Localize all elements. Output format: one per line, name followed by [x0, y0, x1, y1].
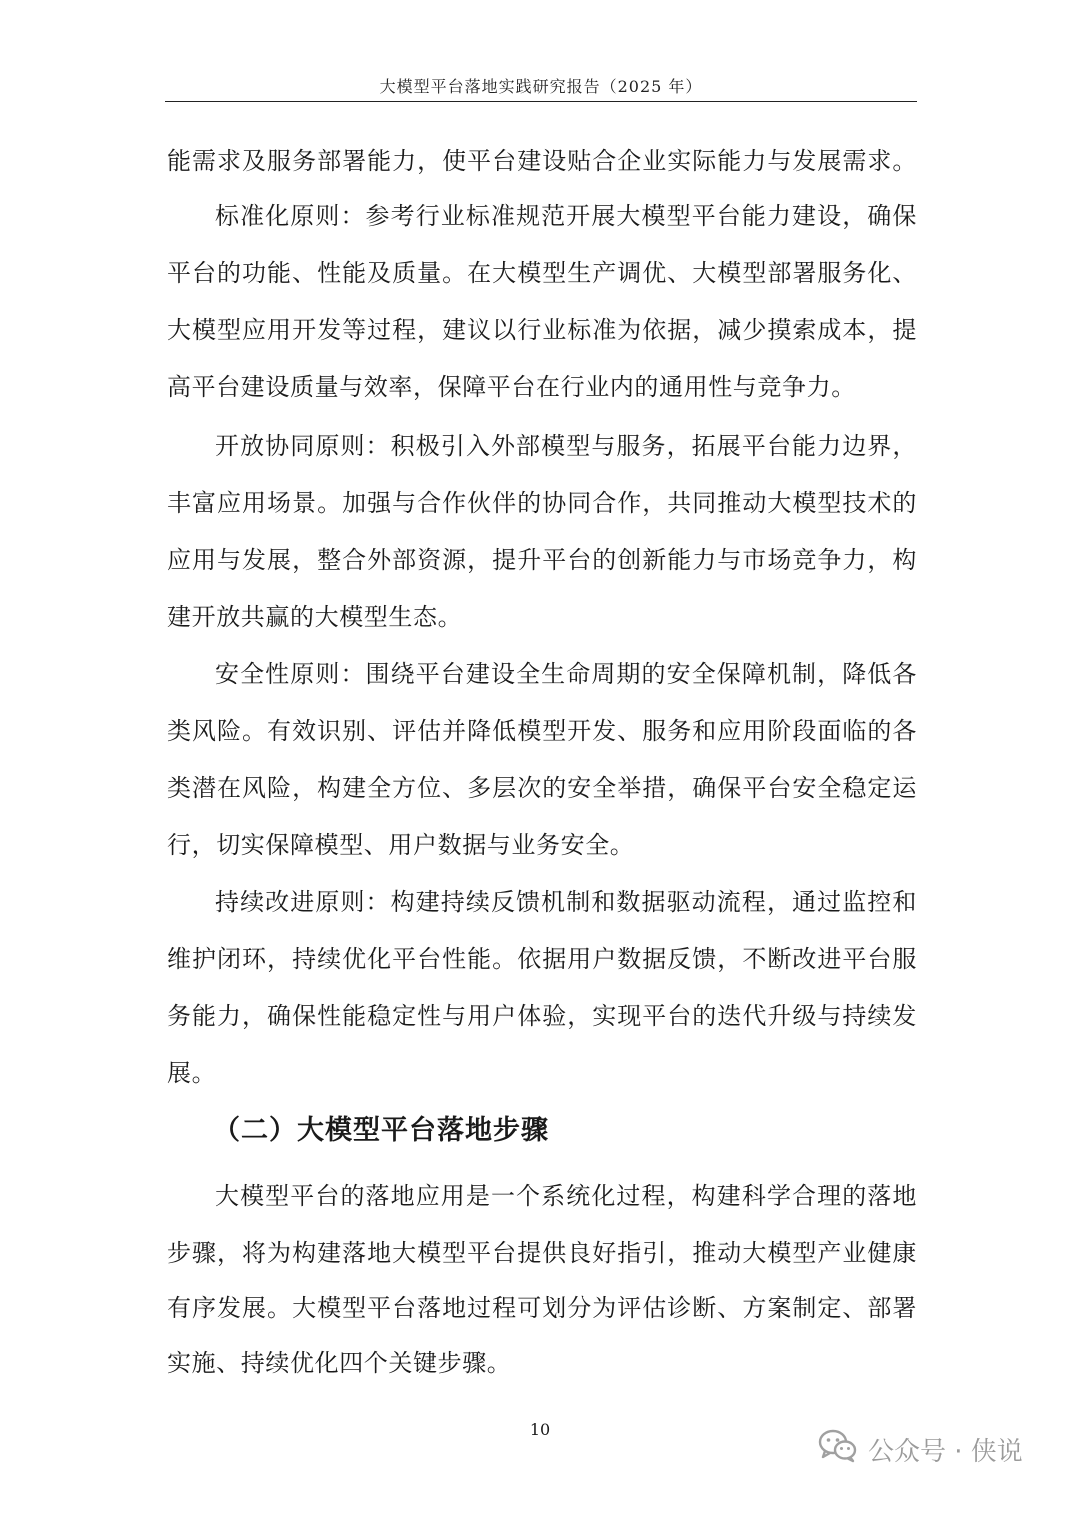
section-heading: （二）大模型平台落地步骤	[213, 1115, 549, 1146]
body-line: 大模型平台的落地应用是一个系统化过程，构建科学合理的落地	[215, 1182, 917, 1210]
body-line: 步骤，将为构建落地大模型平台提供良好指引，推动大模型产业健康	[167, 1239, 917, 1267]
page-number: 10	[529, 1420, 551, 1439]
principle-title: 持续改进原则	[215, 888, 366, 916]
principle-first-line	[215, 430, 917, 462]
body-line: 维护闭环，持续优化平台性能。依据用户数据反馈，不断改进平台服	[167, 945, 917, 973]
body-line: 高平台建设质量与效率，保障平台在行业内的通用性与竞争力。	[167, 373, 856, 401]
body-line: 实施、持续优化四个关键步骤。	[167, 1349, 512, 1377]
principle-first-line	[215, 200, 917, 232]
principle-text: ：积极引入外部模型与服务，拓展平台能力边界，	[365, 432, 917, 460]
principle-title: 安全性原则	[215, 660, 341, 688]
header-rule	[165, 101, 917, 102]
wechat-icon	[818, 1429, 858, 1470]
body-line: 能需求及服务部署能力，使平台建设贴合企业实际能力与发展需求。	[167, 147, 917, 175]
principle-text: ：围绕平台建设全生命周期的安全保障机制，降低各	[340, 660, 917, 688]
running-header: 大模型平台落地实践研究报告（2025 年）	[379, 77, 703, 96]
principle-title: 标准化原则	[215, 202, 341, 230]
body-line: 行，切实保障模型、用户数据与业务安全。	[167, 831, 635, 859]
principle-title: 开放协同原则	[215, 432, 366, 460]
body-line: 丰富应用场景。加强与合作伙伴的协同合作，共同推动大模型技术的	[167, 489, 917, 517]
body-line: 有序发展。大模型平台落地过程可划分为评估诊断、方案制定、部署	[167, 1294, 917, 1322]
body-line: 类风险。有效识别、评估并降低模型开发、服务和应用阶段面临的各	[167, 717, 917, 745]
body-line: 展。	[167, 1059, 217, 1087]
principle-text: ：构建持续反馈机制和数据驱动流程，通过监控和	[365, 888, 917, 916]
body-line: 应用与发展，整合外部资源，提升平台的创新能力与市场竞争力，构	[167, 546, 917, 574]
body-line: 平台的功能、性能及质量。在大模型生产调优、大模型部署服务化、	[167, 259, 917, 287]
body-line: 建开放共赢的大模型生态。	[167, 603, 463, 631]
body-line: 务能力，确保性能稳定性与用户体验，实现平台的迭代升级与持续发	[167, 1002, 917, 1030]
principle-first-line	[215, 886, 917, 918]
body-line: 大模型应用开发等过程，建议以行业标准为依据，减少摸索成本，提	[167, 316, 917, 344]
principle-text: ：参考行业标准规范开展大模型平台能力建设，确保	[340, 202, 917, 230]
watermark	[818, 1429, 1023, 1469]
watermark-text: 公众号 · 侠说	[868, 1436, 1023, 1467]
principle-first-line	[215, 658, 917, 690]
body-line: 类潜在风险，构建全方位、多层次的安全举措，确保平台安全稳定运	[167, 774, 917, 802]
